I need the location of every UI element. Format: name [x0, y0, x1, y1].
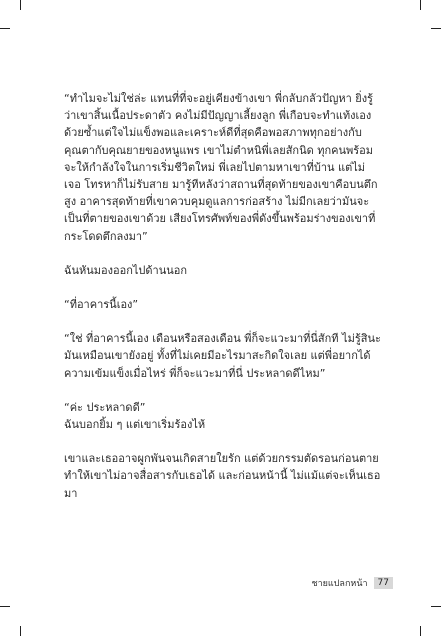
text-line: ความเข้มแข็งเมื่อไหร่ พี่ก็จะแวะมาที่นี่ ประหลาดดีไหม” [64, 366, 326, 380]
text-line: ด้วยซ้ำแต่ใจไม่แข็งพอและเคราะห์ดีที่สุดคือพอสภาพทุกอย่างกับ [64, 126, 362, 140]
text-line: “ที่อาคารนี้เอง” [64, 298, 139, 312]
text-line: มา [64, 486, 78, 500]
text-line: ฉันหันมองออกไปด้านนอก [64, 263, 188, 277]
paragraph-this-building [64, 296, 390, 313]
paragraph-look-outside [64, 262, 390, 279]
text-line: “ค่ะ ประหลาดดี” [64, 400, 146, 414]
text-line: ว่าเขาสิ้นเนื้อประดาตัว คงไม่มีปัญญาเลี้ยงลูก พี่เกือบจะทำแท้งเอง [64, 109, 372, 123]
page-footer [311, 576, 393, 590]
text-line: ฉันบอกยิ้ม ๆ แต่เขาเริ่มร้องไห้ [64, 418, 206, 432]
text-line: ทำให้เขาไม่อาจสื่อสารกับเธอได้ และก่อนหน้านี้ ไม่แม้แต่จะเห็นเธอ [64, 469, 381, 483]
paragraph-yes-this-building [64, 330, 390, 382]
paragraph-confession [64, 90, 390, 245]
crop-mark-top-right-v [420, 0, 421, 10]
text-line: เจอ โทรหาก็ไม่รับสาย มารู้ทีหลังว่าสถานที่สุดท้ายของเขาคือบนตึก [64, 178, 378, 192]
text-line: มันเหมือนเขายังอยู่ ทั้งที่ไม่เคยมีอะไรมาสะกิดใจเลย แต่พี่อยากได้ [64, 349, 371, 363]
text-line: เป็นที่ตายของเขาด้วย เสียงโทรศัพท์ของพี่ดังขึ้นพร้อมร่างของเขาที่ [64, 212, 376, 226]
text-line: “ใช่ ที่อาคารนี้เอง เดือนหรือสองเดือน พี่ก็จะแวะมาที่นี่สักที ไม่รู้สินะ [64, 332, 381, 346]
text-line: เขาและเธออาจผูกพันจนเกิดสายใยรัก แต่ด้วยกรรมตัดรอนก่อนตาย [64, 452, 379, 466]
crop-mark-bottom-left-h [0, 606, 10, 607]
paragraph-strange [64, 399, 390, 433]
text-line: คุณตากับคุณยายของหนูแพร เขาไม่ตำหนิพี่เลยสักนิด ทุกคนพร้อม [64, 143, 374, 157]
crop-mark-top-right-h [431, 28, 441, 29]
text-line: จะให้กำลังใจในการเริ่มชีวิตใหม่ พี่เลยไปตามหาเขาที่บ้าน แต่ไม่ [64, 160, 366, 174]
crop-mark-top-left-v [20, 0, 21, 10]
running-title: ชายแปลกหน้า [311, 579, 368, 589]
crop-mark-bottom-left-v [20, 626, 21, 636]
page-body [64, 90, 390, 502]
crop-mark-bottom-right-v [420, 626, 421, 636]
paragraph-bond [64, 450, 390, 502]
text-line: “ทำไมจะไม่ใช่ล่ะ แทนที่ที่จะอยู่เคียงข้างเขา พี่กลับกลัวปัญหา ยิ่งรู้ [64, 92, 373, 105]
text-line: สูง อาคารสุดท้ายที่เขาควบคุมดูแลการก่อสร้าง ไม่มีกเลยว่ามันจะ [64, 195, 370, 209]
crop-mark-top-left-h [0, 28, 10, 29]
crop-mark-bottom-right-h [431, 606, 441, 607]
page-number: 77 [374, 577, 393, 589]
text-line: กระโดดตึกลงมา” [64, 229, 148, 243]
